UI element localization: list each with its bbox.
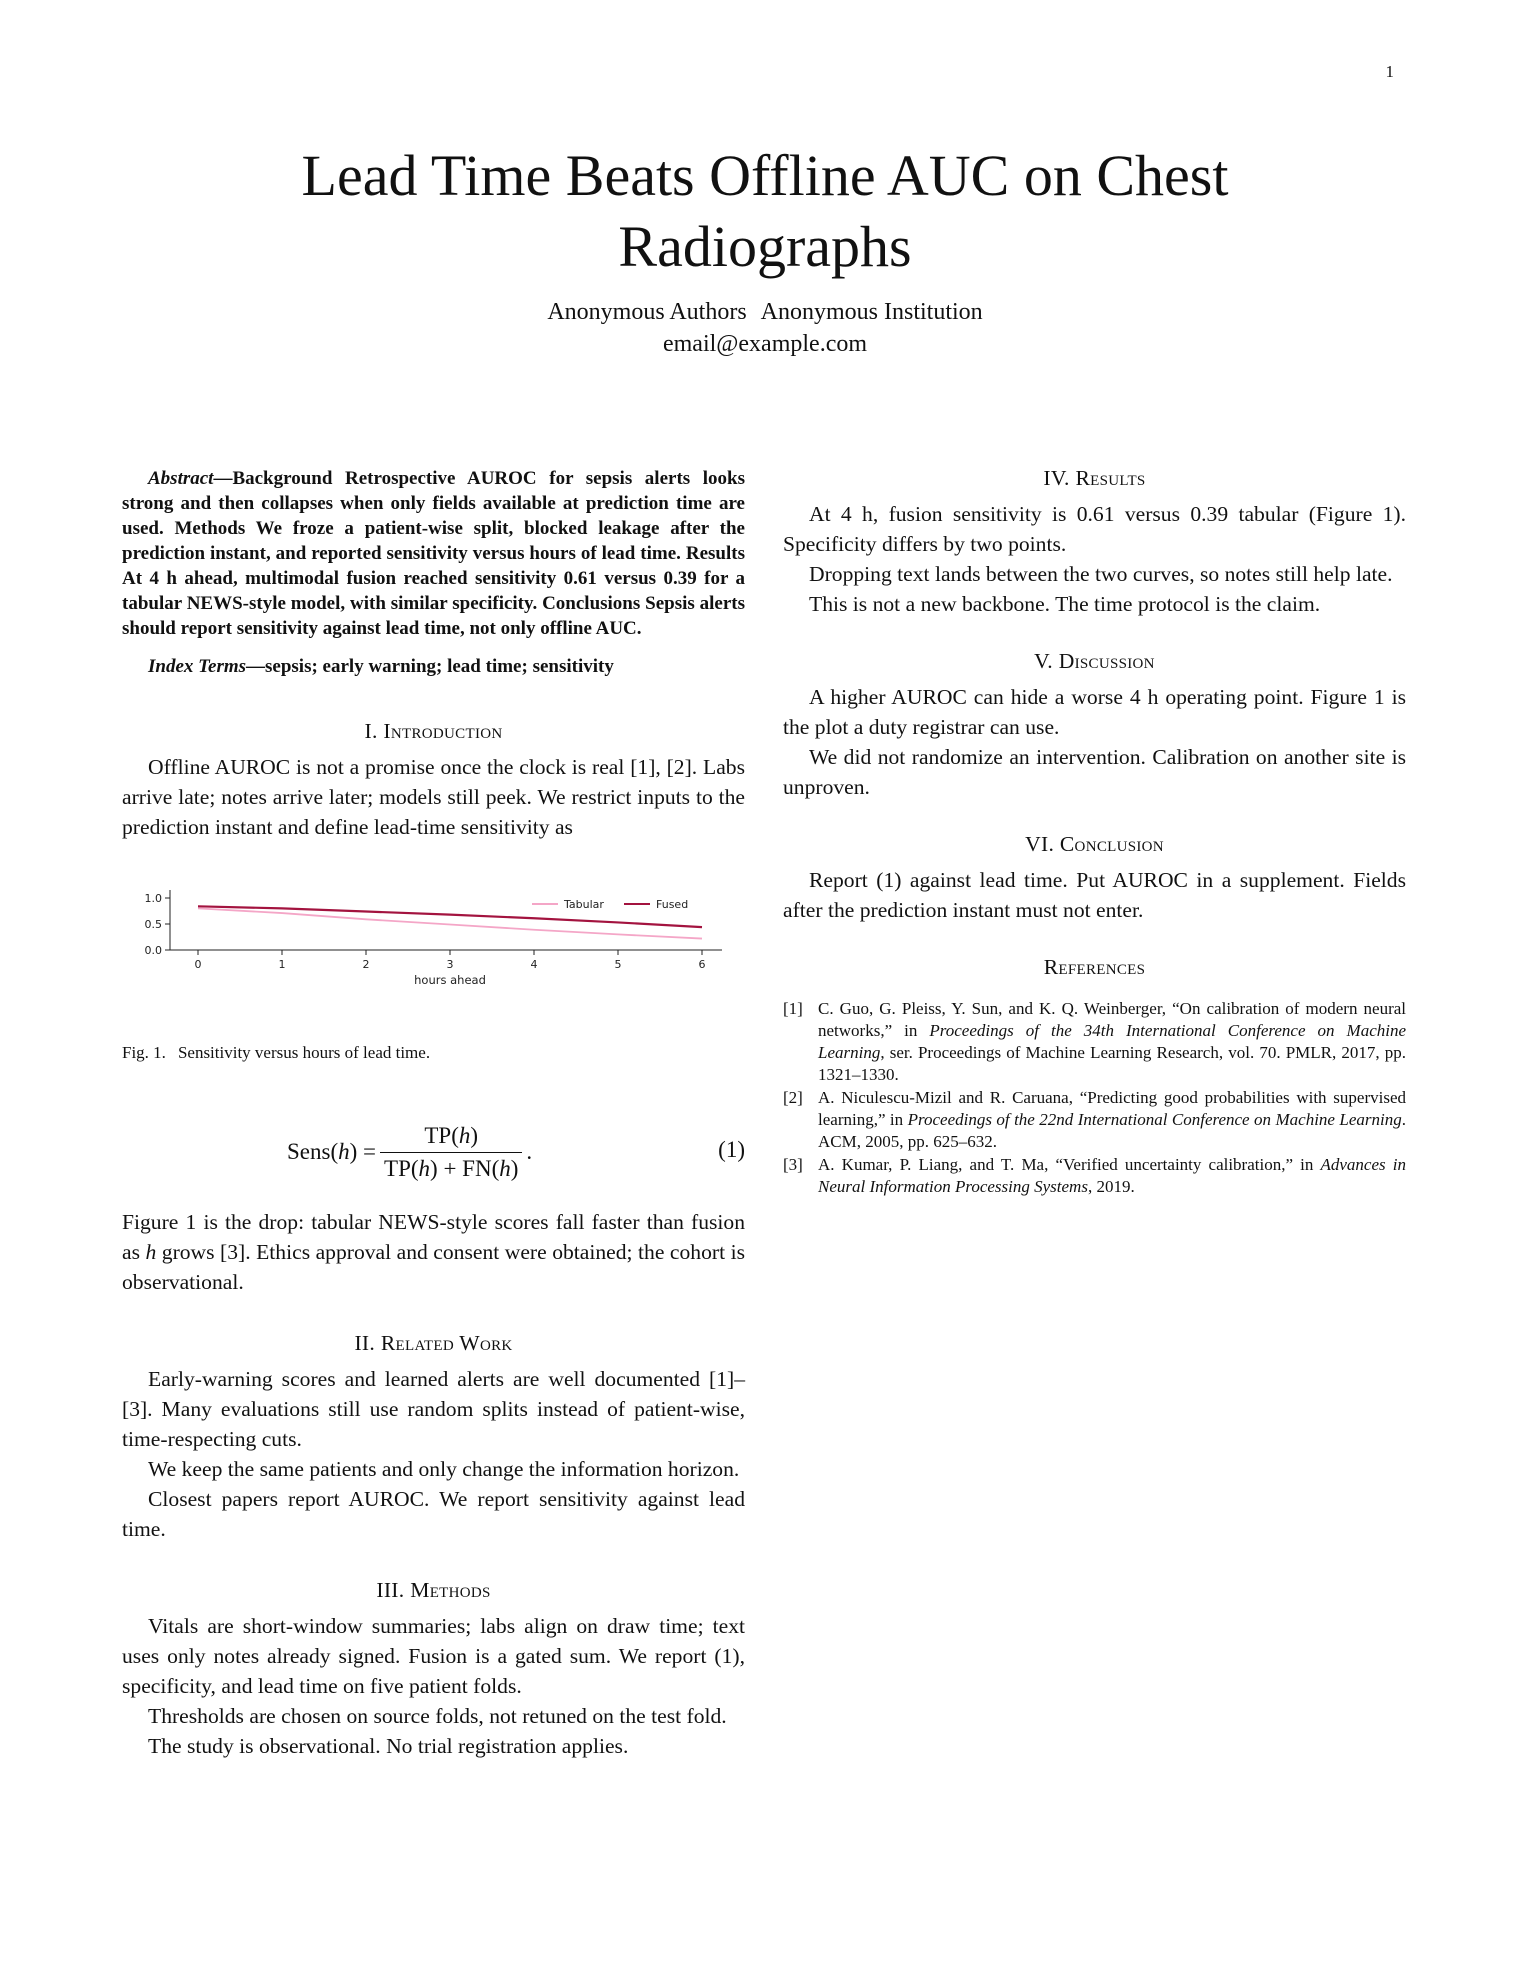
reference-number: [3] (783, 1155, 803, 1174)
left-column (122, 466, 745, 1761)
eq-lhs: Sens(h) = (287, 1139, 377, 1164)
figure-1 (122, 882, 745, 1032)
y-tick-label: 0.5 (144, 918, 162, 931)
page-number: 1 (1385, 62, 1394, 81)
reference-venue: Proceedings of the 34th International Conference on Machine Learning (818, 1021, 1407, 1062)
discussion-paragraph-2: We did not randomize an intervention. Calibration on another site is unproven. (783, 745, 1406, 799)
reference-number: [2] (783, 1088, 803, 1107)
eq-fraction (380, 1123, 522, 1182)
x-axis-label: hours ahead (414, 973, 486, 987)
index-terms: Index Terms—sepsis; early warning; lead time; sensitivity (148, 656, 614, 677)
related-paragraph-2: We keep the same patients and only change the information horizon. (148, 1457, 740, 1481)
results-paragraph-1: At 4 h, fusion sensitivity is 0.61 versus 0.39 tabular (Figure 1). Specificity differs by two points. (783, 502, 1406, 556)
legend-label-fused: Fused (656, 898, 689, 911)
figure-caption (122, 1042, 745, 1064)
legend-label-tabular: Tabular (564, 898, 604, 911)
abstract-label: Abstract (148, 468, 214, 489)
x-tick-label: 2 (362, 958, 370, 971)
discussion-paragraph-1: A higher AUROC can hide a worse 4 h operating point. Figure 1 is the plot a duty registrar can use. (783, 685, 1406, 739)
reference-venue: Advances in Neural Information Processing Systems (818, 1155, 1406, 1196)
reference-item (783, 1087, 1406, 1153)
equation-number: (1) (718, 1137, 745, 1162)
section-heading-introduction: I. Introduction (364, 719, 503, 743)
reference-item (783, 1154, 1406, 1198)
figure-label: Fig. 1. (122, 1043, 166, 1062)
reference-list (783, 998, 1406, 1198)
x-tick-label: 0 (194, 958, 202, 971)
intro-paragraph-2: Figure 1 is the drop: tabular NEWS-style scores fall faster than fusion as h grows [3]. Ethics approval and consent were obtained; the cohort is observational. (122, 1210, 745, 1294)
x-tick-label: 1 (278, 958, 286, 971)
reference-text: C. Guo, G. Pleiss, Y. Sun, and K. Q. Weinberger, “On calibration of modern neural networks,” in Proceedings of the 34th International Conference on Machine Learning, ser. Proceedings of Machine Learning Research, vol. 70. PMLR, 2017, pp. 1321–1330. (818, 999, 1407, 1084)
x-tick-label: 6 (698, 958, 706, 971)
methods-paragraph-3: The study is observational. No trial registration applies. (148, 1734, 629, 1758)
methods-paragraph-2: Thresholds are chosen on source folds, not retuned on the test fold. (148, 1704, 727, 1728)
x-tick-label: 4 (530, 958, 538, 971)
section-heading-related-work: II. Related Work (354, 1331, 513, 1355)
reference-number: [1] (783, 999, 803, 1018)
figure-caption-text: Sensitivity versus hours of lead time. (177, 1043, 431, 1062)
index-terms-text: sepsis; early warning; lead time; sensitivity (265, 656, 614, 677)
author-institution: Anonymous Institution (760, 299, 983, 325)
section-heading-results: IV. Results (1043, 466, 1146, 490)
x-tick-label: 5 (614, 958, 622, 971)
index-terms-label: Index Terms (148, 656, 247, 677)
results-paragraph-3: This is not a new backbone. The time protocol is the claim. (809, 592, 1321, 616)
related-paragraph-1: Early-warning scores and learned alerts are well documented [1]–[3]. Many evaluations still use random splits instead of patient-wise, time-respecting cuts. (122, 1367, 745, 1451)
sensitivity-chart (122, 882, 745, 1032)
reference-text: A. Kumar, P. Liang, and T. Ma, “Verified uncertainty calibration,” in Advances in Neural Information Processing Systems, 2019. (818, 1155, 1406, 1196)
author-block (160, 296, 1370, 360)
author-names: Anonymous Authors (547, 299, 747, 325)
section-heading-discussion: V. Discussion (1034, 649, 1155, 673)
eq-numerator: TP(h) (424, 1122, 479, 1148)
related-paragraph-3: Closest papers report AUROC. We report sensitivity against lead time. (122, 1487, 745, 1541)
right-column (783, 466, 1406, 1199)
x-tick-label: 3 (446, 958, 454, 971)
y-tick-label: 1.0 (144, 892, 162, 905)
abstract: Abstract—Background Retrospective AUROC for sepsis alerts looks strong and then collapses when only fields available at prediction time are used. Methods We froze a patient-wise split, blocked leakage after the prediction instant, and reported sensitivity versus hours of lead time. Results At 4 h ahead, multimodal fusion reached sensitivity 0.61 versus 0.39 for a tabular NEWS-style model, with similar specificity. Conclusions Sepsis alerts should report sensitivity against lead time, not only offline AUC. (122, 468, 745, 639)
intro-paragraph-1: Offline AUROC is not a promise once the clock is real [1], [2]. Labs arrive late; notes arrive later; models still peek. We restrict inputs to the prediction instant and define lead-time sensitivity as (122, 755, 745, 839)
methods-paragraph-1: Vitals are short-window summaries; labs align on draw time; text uses only notes already signed. Fusion is a gated sum. We report (1), specificity, and lead time on five patient folds. (122, 1614, 745, 1698)
reference-text: A. Niculescu-Mizil and R. Caruana, “Predicting good probabilities with supervised learning,” in Proceedings of the 22nd International Conference on Machine Learning. ACM, 2005, pp. 625–632. (818, 1088, 1407, 1151)
abstract-text: Background Retrospective AUROC for sepsis alerts looks strong and then collapses when only fields available at prediction time are used. Methods We froze a patient-wise split, blocked leakage after the prediction instant, and reported sensitivity versus hours of lead time. Results At 4 h ahead, multimodal fusion reached sensitivity 0.61 versus 0.39 for a tabular NEWS-style model, with similar specificity. Conclusions Sepsis alerts should report sensitivity against lead time, not only offline AUC. (122, 468, 745, 639)
reference-item (783, 998, 1406, 1086)
conclusion-paragraph-1: Report (1) against lead time. Put AUROC in a supplement. Fields after the prediction instant must not enter. (783, 868, 1406, 922)
y-tick-label: 0.0 (144, 944, 162, 957)
results-paragraph-2: Dropping text lands between the two curves, so notes still help late. (809, 562, 1393, 586)
section-heading-conclusion: VI. Conclusion (1025, 832, 1164, 856)
section-heading-references: References (1043, 955, 1146, 979)
paper-title: Lead Time Beats Offline AUC on Chest Radiographs (301, 143, 1229, 279)
reference-venue: Proceedings of the 22nd International Conference on Machine Learning (907, 1110, 1402, 1129)
author-email: email@example.com (662, 331, 868, 357)
section-heading-methods: III. Methods (376, 1578, 491, 1602)
equation-1: Sens(h) = $\frac{TP(h)}{TP(h) + FN(h)}$ . (1) (287, 1122, 745, 1181)
eq-denominator: TP(h) + FN(h) (380, 1152, 522, 1182)
